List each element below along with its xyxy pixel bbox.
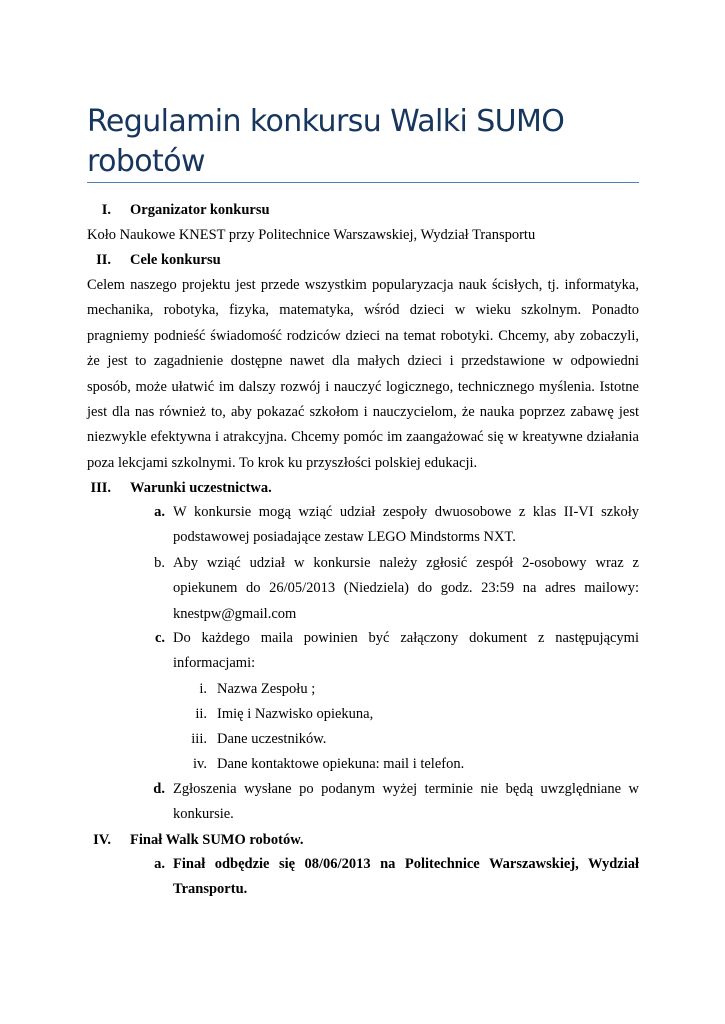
section-text-organizer [87, 223, 639, 248]
section-heading-conditions [87, 476, 639, 501]
section-heading-final [87, 828, 639, 853]
section-label: Organizator konkursu [130, 202, 270, 218]
section-number: II. [96, 252, 111, 268]
sub-list-item-text: Imię i Nazwisko opiekuna, [217, 706, 374, 722]
paragraph: Celem naszego projektu jest przede wszystkim popularyzacja nauk ścisłych, tj. informatyka, mechanika, robotyka, fizyka, matematyka, wśród dzieci w wieku szkolnym. Ponadto pragniemy podnieść świadomość rodziców dzieci na temat robotyki. Chcemy, aby zobaczyli, że jest to zagadnienie dostępne nawet dla małych dzieci i przedstawione w odpowiedni sposób, może ułatwić im dalszy rozwój i nauczyć logicznego, technicznego myślenia. Istotne jest dla nas również to, aby pokazać szkołom i nauczycielom, że nauka poprzez zabawę jest niezwykle efektywna i atrakcyjna. Chcemy pomóc im zaangażować się w kreatywne działania poza lekcjami szkolnymi. To krok ku przyszłości polskiej edukacji. [87, 277, 639, 471]
sub-list-marker: iii. [191, 731, 207, 747]
section-text-goals [87, 273, 639, 476]
title-underline [87, 182, 639, 183]
sub-list-item-text: Dane uczestników. [217, 731, 327, 747]
list-marker: b. [154, 555, 165, 571]
section-number: III. [90, 480, 111, 496]
list-marker: a. [154, 856, 165, 872]
section-label: Finał Walk SUMO robotów. [130, 832, 304, 848]
sub-list-item-text: Dane kontaktowe opiekuna: mail i telefon. [217, 756, 465, 772]
list-marker: c. [154, 630, 165, 646]
section-heading-organizer [87, 198, 639, 223]
list-item-text: Finał odbędzie się 08/06/2013 na Politechnice Warszawskiej, Wydział Transportu. [173, 856, 639, 898]
list-item-text: Zgłoszenia wysłane po podanym wyżej terminie nie będą uwzględniane w konkursie. [173, 781, 639, 823]
section-number: I. [101, 202, 111, 218]
section-heading-goals [87, 248, 639, 273]
section-label: Cele konkursu [130, 252, 221, 268]
sub-list-marker: i. [199, 681, 207, 697]
sub-list-marker: ii. [195, 706, 207, 722]
section-number: IV. [93, 832, 111, 848]
list-item-text: Do każdego maila powinien być załączony dokument z następującymi informacjami: [173, 630, 639, 672]
sub-list-item-text: Nazwa Zespołu ; [217, 681, 316, 697]
list-marker: d. [153, 781, 165, 797]
list-item-text: Aby wziąć udział w konkursie należy zgłosić zespół 2-osobowy wraz z opiekunem do 26/05/2013 (Niedziela) do godz. 23:59 na adres mailowy: knestpw@gmail.com [173, 555, 639, 622]
paragraph: Koło Naukowe KNEST przy Politechnice Warszawskiej, Wydział Transportu [87, 227, 536, 243]
document-title: Regulamin konkursu Walki SUMO robotów [87, 104, 565, 179]
section-label: Warunki uczestnictwa. [130, 480, 272, 496]
sub-list-marker: iv. [193, 756, 207, 772]
list-marker: a. [154, 504, 165, 520]
list-item-text: W konkursie mogą wziąć udział zespoły dwuosobowe z klas II-VI szkoły podstawowej posiadające zestaw LEGO Mindstorms NXT. [173, 504, 639, 546]
